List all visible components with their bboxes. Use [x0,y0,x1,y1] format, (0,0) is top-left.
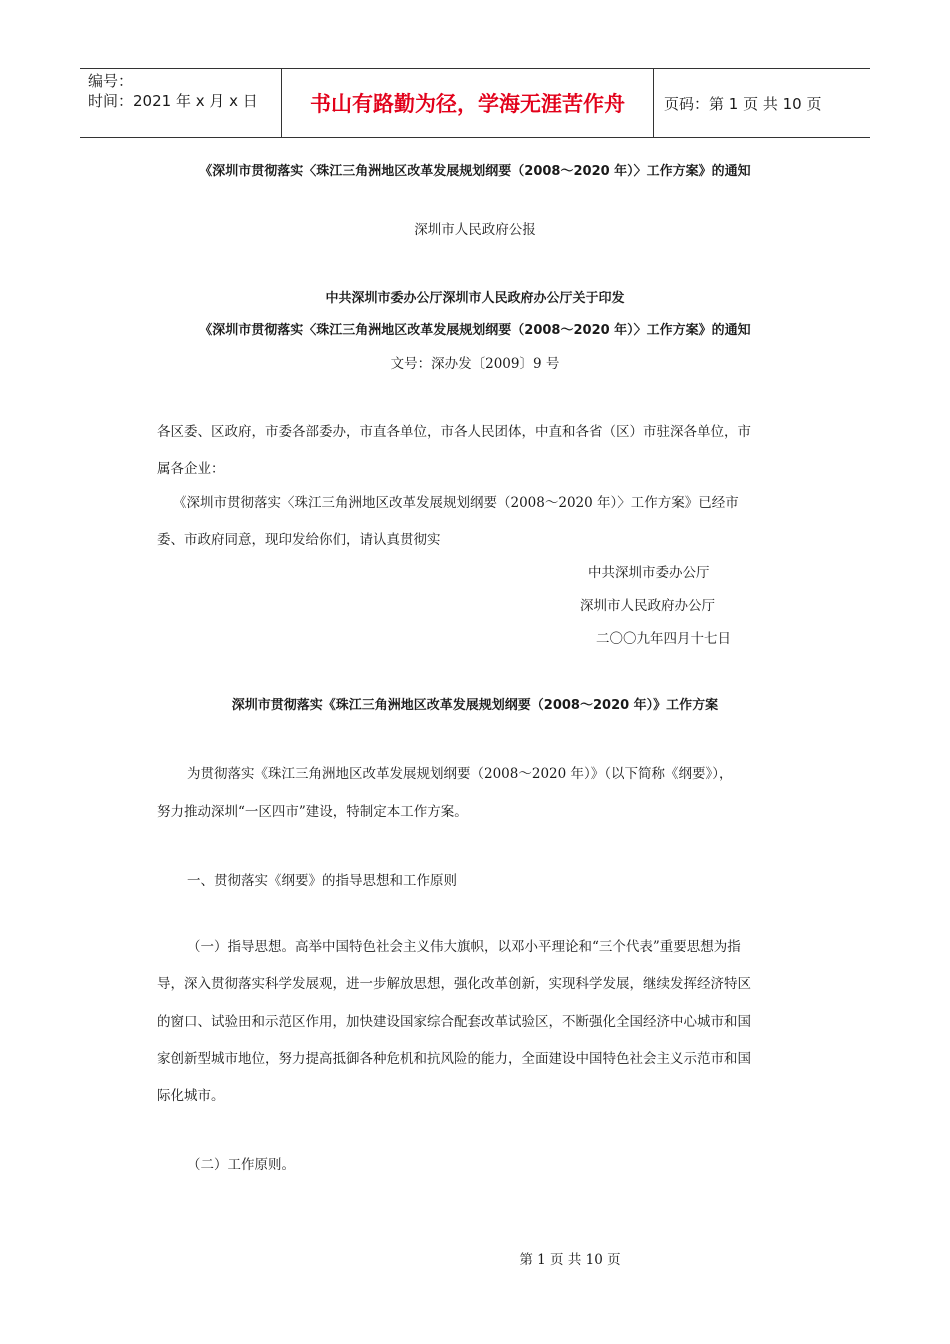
para1-line1: （一）指导思想。高举中国特色社会主义伟大旗帜，以邓小平理论和“三个代表”重要思想为指 [187,939,741,955]
addressees-line1: 各区委、区政府，市委各部委办，市直各单位，市各人民团体，中直和各省（区）市驻深各单位，市 [157,424,751,440]
header-motto: 书山有路勤为径，学海无涯苦作舟 [282,69,654,137]
header-page-info: 页码：第 1 页 共 10 页 [664,94,822,113]
doc-source: 深圳市人民政府公报 [414,222,536,238]
para2-heading: （二）工作原则。 [187,1157,295,1173]
para1-line5: 际化城市。 [157,1088,225,1104]
intro-line1: 为贯彻落实《珠江三角洲地区改革发展规划纲要（2008～2020 年）》（以下简称《纲要》）， [187,766,733,782]
intro-line2: 努力推动深圳“一区四市”建设，特制定本工作方案。 [157,804,468,820]
doc-heading-line2: 《深圳市贯彻落实〈珠江三角洲地区改革发展规划纲要（2008～2020 年）〉工作方案》的通知 [199,323,751,338]
para1-line3: 的窗口、试验田和示范区作用，加快建设国家综合配套改革试验区，不断强化全国经济中心城市和国 [157,1014,751,1030]
notice-line2: 委、市政府同意，现印发给你们，请认真贯彻实 [157,532,441,548]
signature-gov-office: 深圳市人民政府办公厅 [580,598,715,614]
signature-date: 二〇〇九年四月十七日 [596,631,731,647]
notice-line1: 《深圳市贯彻落实〈珠江三角洲地区改革发展规划纲要（2008～2020 年）〉工作方案》已经市 [173,495,739,511]
para1-line4: 家创新型城市地位，努力提高抵御各种危机和抗风险的能力，全面建设中国特色社会主义示范市和国 [157,1051,751,1067]
header-time: 时间：2021 年 x 月 x 日 [88,92,258,110]
header-meta [80,69,282,137]
doc-title: 《深圳市贯彻落实〈珠江三角洲地区改革发展规划纲要（2008～2020 年）〉工作方案》的通知 [199,164,751,179]
page-header [80,68,870,138]
plan-title: 深圳市贯彻落实《珠江三角洲地区改革发展规划纲要（2008～2020 年）》工作方案 [231,698,719,713]
section-heading-1: 一、贯彻落实《纲要》的指导思想和工作原则 [187,873,457,889]
header-number: 编号： [88,72,134,90]
doc-heading-line1: 中共深圳市委办公厅深圳市人民政府办公厅关于印发 [325,291,625,306]
para1-line2: 导，深入贯彻落实科学发展观，进一步解放思想，强化改革创新，实现科学发展，继续发挥经济特区 [157,976,751,992]
doc-number: 文号：深办发〔2009〕9 号 [390,356,560,372]
addressees-line2: 属各企业： [157,461,225,477]
signature-party-office: 中共深圳市委办公厅 [588,565,710,581]
page-footer: 第 1 页 共 10 页 [519,1252,621,1268]
